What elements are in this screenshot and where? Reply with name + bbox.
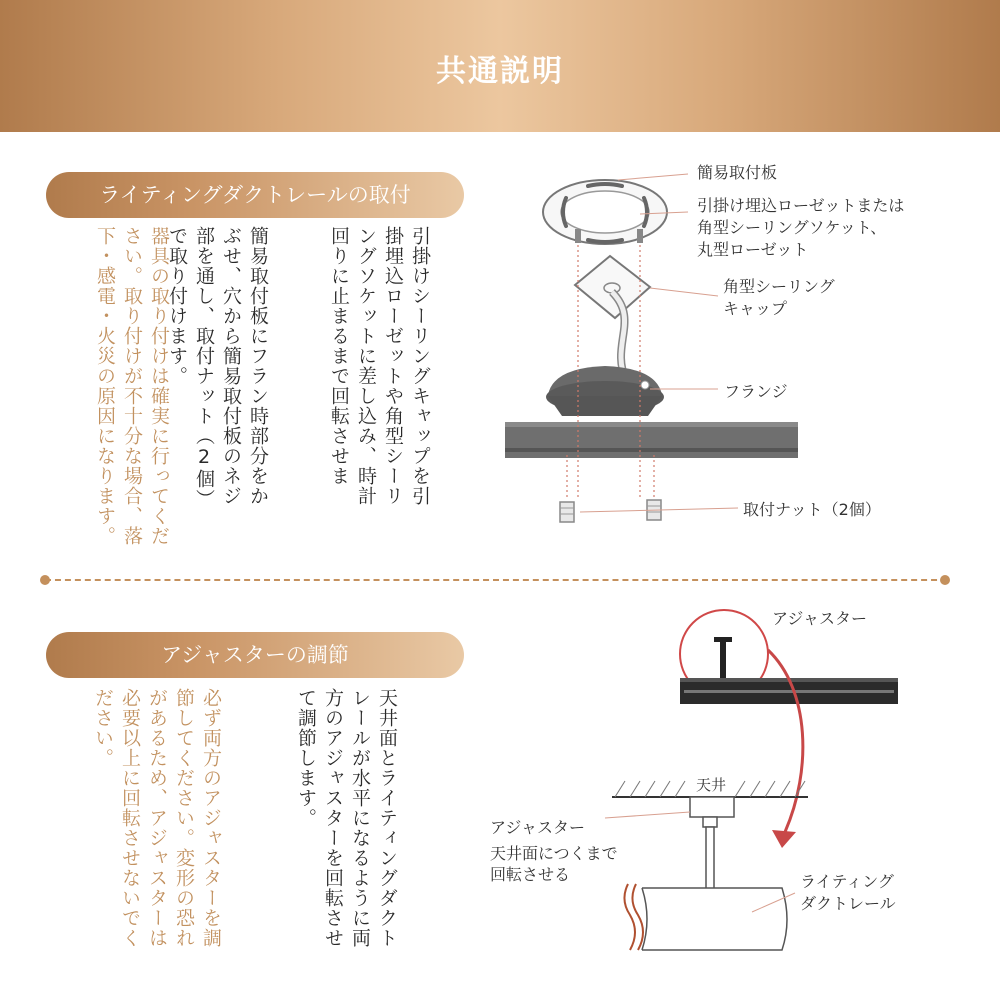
instruction-text-3: 天井面とライティングダクトレールが水平になるように両方のアジャスターを回転させて調節します。 [295,688,398,948]
header-banner [0,0,1000,132]
divider-dot-right [940,575,950,585]
label-adjuster-side: アジャスター [490,818,586,837]
divider-dot-left [40,575,50,585]
label-ceiling: 天井 [696,776,727,794]
label-rosette-2: 角型シーリングソケット、 [697,218,887,237]
label-cap-1: 角型シーリング [723,277,835,296]
instruction-text-1: 引掛けシーリングキャップを引掛埋込ローゼットや角型シーリングソケットに差し込み、時計回りに止まるまで回転させま [328,226,431,506]
section-title-track-install: ライティングダクトレールの取付 [46,172,464,218]
label-rosette-1: 引掛け埋込ローゼットまたは [697,196,905,215]
label-rail-2: ダクトレール [800,894,896,913]
label-adjuster-top: アジャスター [772,609,868,628]
label-plate: 簡易取付板 [697,163,778,182]
page-title: 共通説明 [436,54,564,89]
label-cap-2: キャップ [723,299,788,318]
instruction-text-2: 簡易取付板にフラン時部分をかぶせ、穴から簡易取付板のネジ部を通し、取付ナット（2個）で取り付けます。 [166,226,269,509]
label-rail-1: ライティング [800,872,894,891]
label-flange: フランジ [724,382,788,401]
section-title-adjuster: アジャスターの調節 [46,632,464,678]
section-divider [45,579,947,581]
label-rosette-3: 丸型ローゼット [697,240,809,259]
warning-text-2: 必ず両方のアジャスターを調節してください。変形の恐れがあるため、アジャスターは必要以上に回転させないでください。 [92,688,222,948]
label-rotate-2: 回転させる [490,865,571,884]
label-rotate-1: 天井面につくまで [490,844,618,863]
label-nut: 取付ナット（2個） [743,500,881,519]
warning-text-1: 器具の取り付けは確実に行ってください。取り付けが不十分な場合、落下・感電・火災の原因になります。 [94,226,170,546]
